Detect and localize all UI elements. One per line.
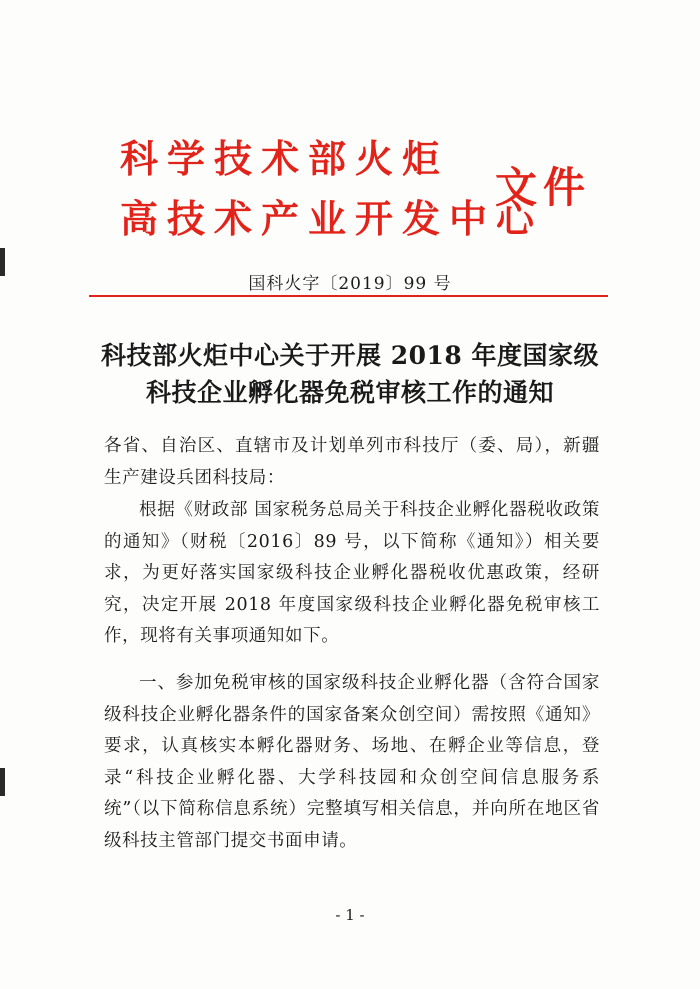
page-number: - 1 - xyxy=(335,906,365,924)
binding-mark xyxy=(0,768,5,796)
issuing-org-line-2: 高技术产业开发中心 xyxy=(120,197,544,241)
red-separator-line xyxy=(89,295,608,297)
document-type-label: 文件 xyxy=(495,163,592,212)
notice-title-line-2: 科技企业孵化器免税审核工作的通知 xyxy=(145,378,554,407)
basis-paragraph: 根据《财政部 国家税务总局关于科技企业孵化器税收政策的通知》（财税〔2016〕89 号，以下简称《通知》）相关要求，为更好落实国家级科技企业孵化器税收优惠政策，经研究，决定开展 2018 年度国家级科技企业孵化器免税审核工作，现将有关事项通知如下。 xyxy=(104,500,600,646)
issuing-org-line-1: 科学技术部火炬 xyxy=(120,137,450,181)
item-1-paragraph: 一、参加免税审核的国家级科技企业孵化器（含符合国家级科技企业孵化器条件的国家备案众创空间）需按照《通知》要求，认真核实本孵化器财务、场地、在孵企业等信息，登录“科技企业孵化器、大学科技园和众创空间信息服务系统”（以下简称信息系统）完整填写相关信息，并向所在地区省级科技主管部门提交书面申请。 xyxy=(104,673,600,851)
notice-title-line-1: 科技部火炬中心关于开展 2018 年度国家级 xyxy=(101,341,599,370)
recipient-paragraph: 各省、自治区、直辖市及计划单列市科技厅（委、局），新疆生产建设兵团科技局： xyxy=(104,436,600,488)
document-number: 国科火字〔2019〕99 号 xyxy=(248,274,452,294)
